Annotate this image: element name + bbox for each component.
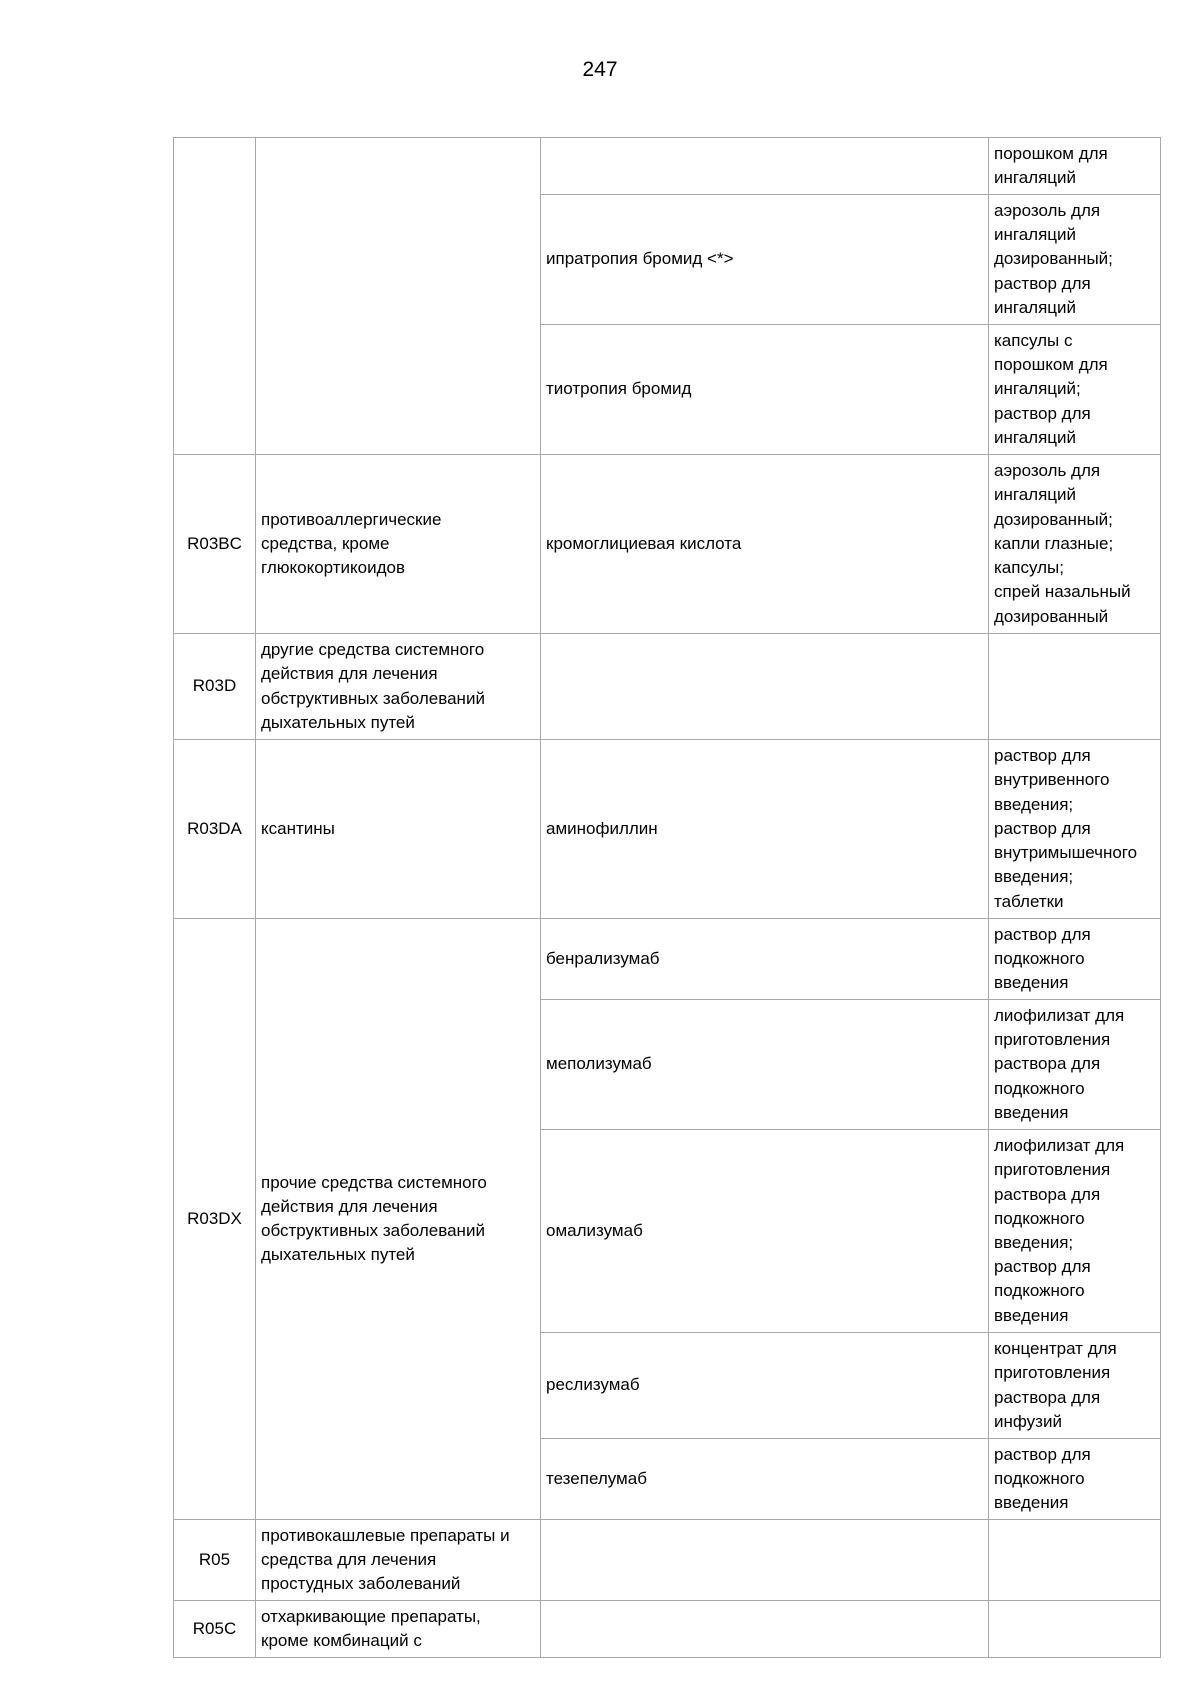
dosage-form-line: введения; — [994, 794, 1074, 814]
group-line: противоаллергические — [261, 509, 442, 529]
atc-code-cell: R03D — [174, 634, 256, 740]
dosage-form-line: дозированный; — [994, 509, 1113, 529]
group-line: обструктивных заболеваний — [261, 688, 485, 708]
dosage-form-line: подкожного — [994, 948, 1085, 968]
dosage-form-line: аэрозоль для — [994, 461, 1101, 481]
dosage-form-cell — [989, 1439, 1161, 1520]
dosage-form-cell — [989, 1000, 1161, 1130]
dosage-form-line: раствор для — [994, 1257, 1091, 1277]
dosage-form-line: раствора для — [994, 1387, 1101, 1407]
group-line: другие средства системного — [261, 640, 485, 660]
group-cell — [256, 1601, 541, 1658]
dosage-form-line: таблетки — [994, 891, 1064, 911]
dosage-form-line: введения — [994, 973, 1069, 993]
dosage-form-cell — [989, 634, 1161, 740]
group-line: отхаркивающие препараты, — [261, 1606, 481, 1626]
dosage-form-line: внутривенного — [994, 770, 1110, 790]
table-row — [174, 634, 1161, 740]
atc-code-cell — [174, 138, 256, 455]
substance-cell — [541, 1520, 989, 1601]
substance-cell: омализумаб — [541, 1130, 989, 1333]
table-row — [174, 740, 1161, 919]
substance-cell — [541, 1601, 989, 1658]
dosage-form-line: ингаляций — [994, 427, 1077, 447]
dosage-form-line: раствор для — [994, 924, 1091, 944]
group-cell — [256, 634, 541, 740]
group-cell — [256, 919, 541, 1520]
table-row — [174, 1601, 1161, 1658]
drug-classification-table — [173, 137, 1161, 1658]
dosage-form-line: аэрозоль для — [994, 200, 1101, 220]
dosage-form-line: раствор для — [994, 1444, 1091, 1464]
page-number: 247 — [582, 58, 618, 81]
table-row — [174, 138, 1161, 195]
group-cell — [256, 740, 541, 919]
table-row — [174, 1520, 1161, 1601]
substance-cell — [541, 138, 989, 195]
group-line: действия для лечения — [261, 664, 438, 684]
dosage-form-line: порошком для — [994, 143, 1108, 163]
dosage-form-cell — [989, 740, 1161, 919]
group-line: средства, кроме — [261, 533, 390, 553]
dosage-form-line: порошком для — [994, 355, 1108, 375]
dosage-form-line: дозированный — [994, 606, 1109, 626]
atc-code-cell: R05C — [174, 1601, 256, 1658]
dosage-form-cell — [989, 919, 1161, 1000]
dosage-form-line: капли глазные; — [994, 533, 1114, 553]
atc-code-cell: R03DX — [174, 919, 256, 1520]
substance-cell: кромоглициевая кислота — [541, 455, 989, 634]
group-cell — [256, 1520, 541, 1601]
dosage-form-line: подкожного — [994, 1208, 1085, 1228]
group-line: кроме комбинаций с — [261, 1631, 422, 1650]
dosage-form-line: введения; — [994, 1233, 1074, 1252]
substance-cell: тиотропия бромид — [541, 325, 989, 455]
dosage-form-line: дозированный; — [994, 249, 1113, 269]
dosage-form-line: введения — [994, 1305, 1069, 1325]
group-cell — [256, 455, 541, 634]
substance-cell: бенрализумаб — [541, 919, 989, 1000]
substance-cell: реслизумаб — [541, 1333, 989, 1439]
dosage-form-line: раствора для — [994, 1054, 1101, 1074]
dosage-form-cell — [989, 455, 1161, 634]
dosage-form-line: ингаляций — [994, 485, 1077, 505]
dosage-form-line: раствор для — [994, 818, 1091, 838]
dosage-form-line: приготовления — [994, 1363, 1111, 1383]
dosage-form-line: введения — [994, 1102, 1069, 1122]
dosage-form-cell — [989, 138, 1161, 195]
dosage-form-cell — [989, 325, 1161, 455]
dosage-form-line: раствор для — [994, 403, 1091, 423]
dosage-form-line: ингаляций — [994, 297, 1077, 317]
group-line: глюкокортикоидов — [261, 558, 406, 578]
dosage-form-line: спрей назальный — [994, 582, 1131, 602]
substance-cell: ипратропия бромид <*> — [541, 195, 989, 325]
group-line: дыхательных путей — [261, 1245, 415, 1265]
dosage-form-line: подкожного — [994, 1468, 1085, 1488]
dosage-form-line: внутримышечного — [994, 843, 1138, 863]
dosage-form-line: концентрат для — [994, 1339, 1117, 1359]
atc-code-cell: R05 — [174, 1520, 256, 1601]
dosage-form-cell — [989, 1130, 1161, 1333]
group-line: действия для лечения — [261, 1196, 438, 1216]
group-line: дыхательных путей — [261, 712, 415, 732]
dosage-form-line: лиофилизат для — [994, 1005, 1125, 1025]
atc-code-cell: R03DA — [174, 740, 256, 919]
dosage-form-line: капсулы с — [994, 330, 1073, 350]
dosage-form-line: лиофилизат для — [994, 1136, 1125, 1156]
dosage-form-line: ингаляций — [994, 168, 1077, 187]
dosage-form-line: ингаляций — [994, 225, 1077, 245]
dosage-form-line: ингаляций; — [994, 379, 1081, 399]
group-line: ксантины — [261, 818, 335, 838]
dosage-form-cell — [989, 1333, 1161, 1439]
dosage-form-line: капсулы; — [994, 558, 1064, 578]
atc-code-cell: R03BC — [174, 455, 256, 634]
substance-cell — [541, 634, 989, 740]
group-cell — [256, 138, 541, 455]
dosage-form-line: введения; — [994, 867, 1074, 887]
dosage-form-line: введения — [994, 1493, 1069, 1513]
group-line: простудных заболеваний — [261, 1574, 461, 1594]
dosage-form-line: приготовления — [994, 1160, 1111, 1180]
dosage-form-line: приготовления — [994, 1030, 1111, 1050]
substance-cell: тезепелумаб — [541, 1439, 989, 1520]
substance-cell: аминофиллин — [541, 740, 989, 919]
group-line: средства для лечения — [261, 1549, 437, 1569]
group-line: прочие средства системного — [261, 1172, 487, 1192]
group-line: противокашлевые препараты и — [261, 1525, 510, 1545]
dosage-form-line: раствор для — [994, 273, 1091, 293]
table-row — [174, 455, 1161, 634]
dosage-form-line: подкожного — [994, 1078, 1085, 1098]
dosage-form-cell — [989, 1601, 1161, 1658]
dosage-form-cell — [989, 1520, 1161, 1601]
substance-cell: меполизумаб — [541, 1000, 989, 1130]
dosage-form-line: подкожного — [994, 1281, 1085, 1301]
dosage-form-line: раствора для — [994, 1184, 1101, 1204]
dosage-form-line: инфузий — [994, 1411, 1062, 1431]
group-line: обструктивных заболеваний — [261, 1221, 485, 1240]
table-row — [174, 919, 1161, 1000]
dosage-form-cell — [989, 195, 1161, 325]
dosage-form-line: раствор для — [994, 746, 1091, 766]
